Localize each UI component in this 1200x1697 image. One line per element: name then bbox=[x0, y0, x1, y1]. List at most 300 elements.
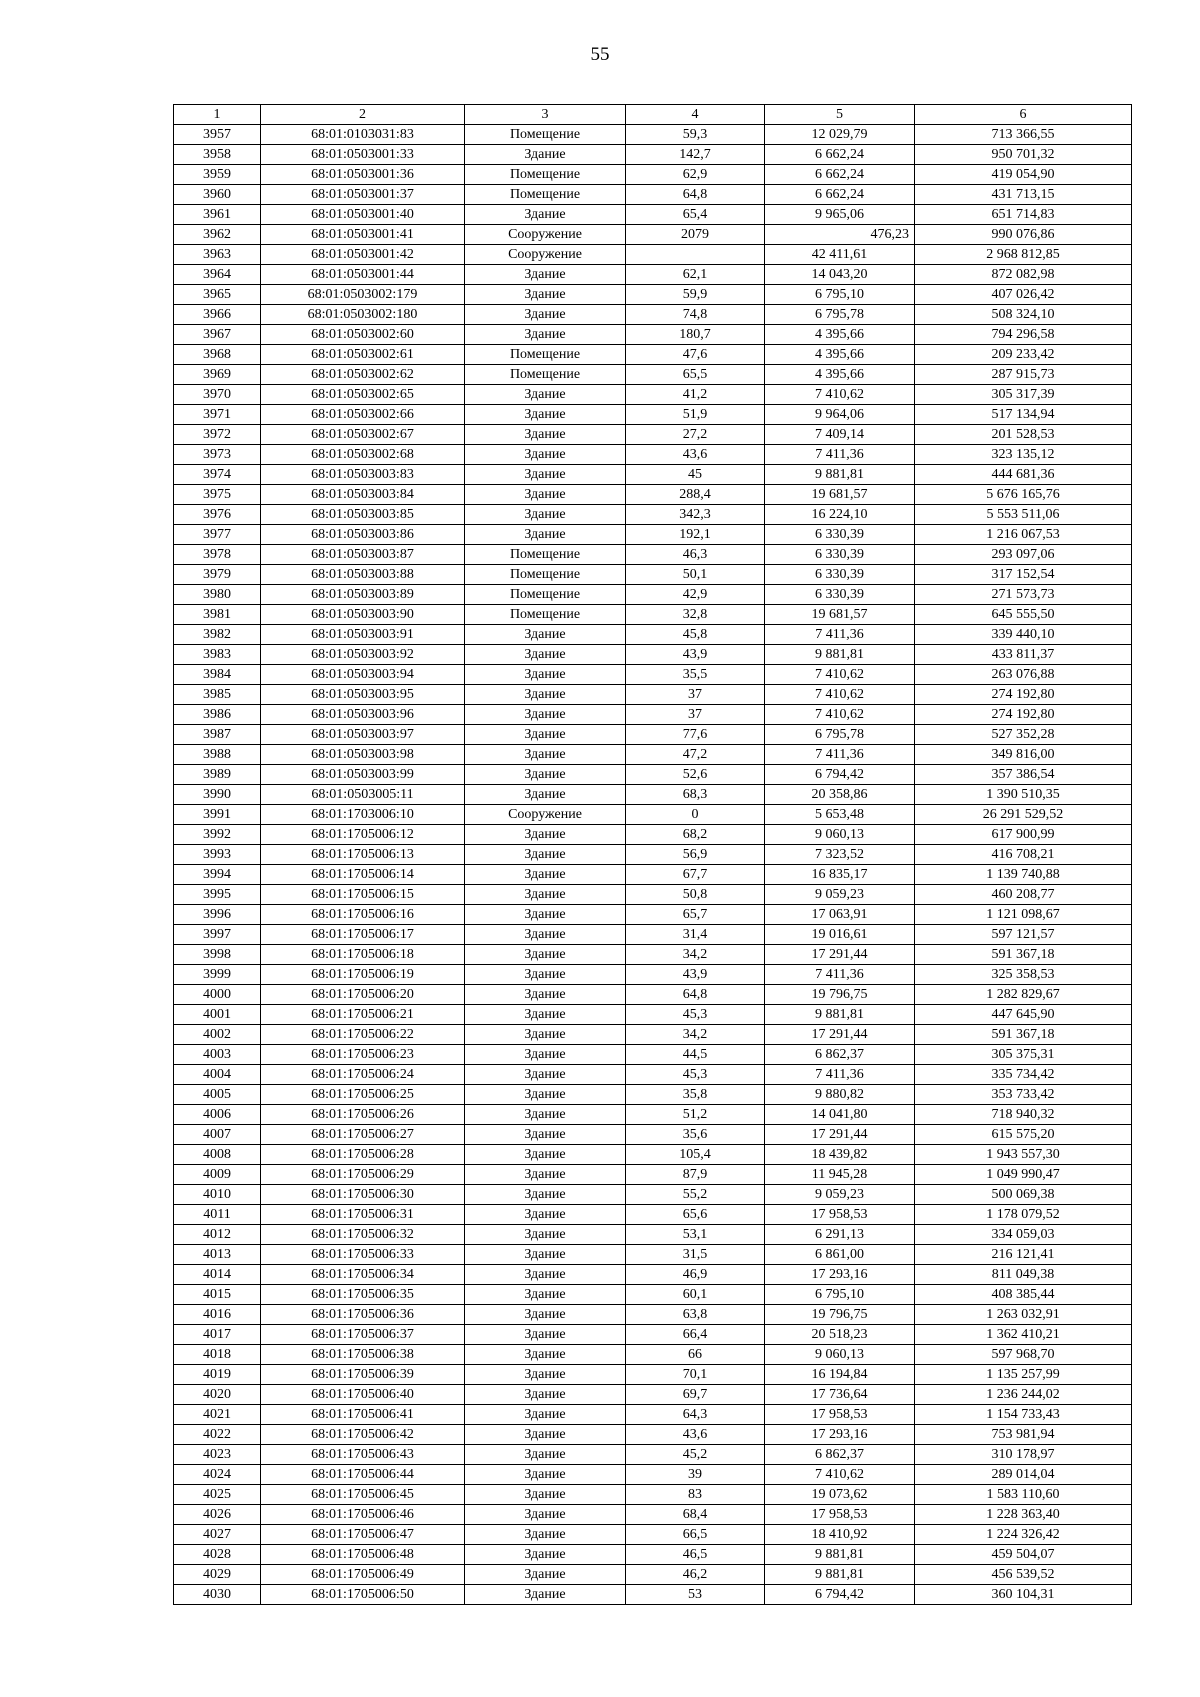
unit-value-cell: 17 291,44 bbox=[765, 1025, 915, 1045]
cadastral-number-cell: 68:01:1705006:18 bbox=[261, 945, 465, 965]
area-cell: 47,2 bbox=[626, 745, 765, 765]
row-number-cell: 3993 bbox=[174, 845, 261, 865]
table-row bbox=[174, 925, 1132, 945]
table-row bbox=[174, 1025, 1132, 1045]
row-number-cell: 4023 bbox=[174, 1445, 261, 1465]
table-row bbox=[174, 565, 1132, 585]
column-header-3: 3 bbox=[465, 105, 626, 125]
cadastral-value-cell: 5 676 165,76 bbox=[915, 485, 1132, 505]
object-type-cell: Помещение bbox=[465, 565, 626, 585]
area-cell: 68,4 bbox=[626, 1505, 765, 1525]
object-type-cell: Здание bbox=[465, 1065, 626, 1085]
cadastral-number-cell: 68:01:0503003:98 bbox=[261, 745, 465, 765]
row-number-cell: 4001 bbox=[174, 1005, 261, 1025]
cadastral-number-cell: 68:01:1705006:48 bbox=[261, 1545, 465, 1565]
cadastral-number-cell: 68:01:0503001:42 bbox=[261, 245, 465, 265]
area-cell: 39 bbox=[626, 1465, 765, 1485]
row-number-cell: 3980 bbox=[174, 585, 261, 605]
object-type-cell: Здание bbox=[465, 885, 626, 905]
cadastral-number-cell: 68:01:1705006:27 bbox=[261, 1125, 465, 1145]
object-type-cell: Здание bbox=[465, 765, 626, 785]
cadastral-number-cell: 68:01:0503002:61 bbox=[261, 345, 465, 365]
row-number-cell: 4017 bbox=[174, 1325, 261, 1345]
object-type-cell: Здание bbox=[465, 785, 626, 805]
row-number-cell: 3992 bbox=[174, 825, 261, 845]
unit-value-cell: 6 862,37 bbox=[765, 1045, 915, 1065]
row-number-cell: 4009 bbox=[174, 1165, 261, 1185]
unit-value-cell: 6 330,39 bbox=[765, 545, 915, 565]
area-cell: 60,1 bbox=[626, 1285, 765, 1305]
row-number-cell: 4014 bbox=[174, 1265, 261, 1285]
cadastral-value-cell: 1 943 557,30 bbox=[915, 1145, 1132, 1165]
object-type-cell: Помещение bbox=[465, 165, 626, 185]
cadastral-number-cell: 68:01:1705006:42 bbox=[261, 1425, 465, 1445]
row-number-cell: 3990 bbox=[174, 785, 261, 805]
cadastral-value-cell: 2 968 812,85 bbox=[915, 245, 1132, 265]
row-number-cell: 4020 bbox=[174, 1385, 261, 1405]
table-row bbox=[174, 145, 1132, 165]
unit-value-cell: 14 043,20 bbox=[765, 265, 915, 285]
area-cell: 50,1 bbox=[626, 565, 765, 585]
cadastral-value-cell: 811 049,38 bbox=[915, 1265, 1132, 1285]
table-row bbox=[174, 625, 1132, 645]
cadastral-number-cell: 68:01:0503003:99 bbox=[261, 765, 465, 785]
unit-value-cell: 17 291,44 bbox=[765, 1125, 915, 1145]
table-body bbox=[174, 125, 1132, 1605]
table-row bbox=[174, 1265, 1132, 1285]
cadastral-number-cell: 68:01:1705006:44 bbox=[261, 1465, 465, 1485]
row-number-cell: 3969 bbox=[174, 365, 261, 385]
cadastral-value-cell: 353 733,42 bbox=[915, 1085, 1132, 1105]
unit-value-cell: 16 194,84 bbox=[765, 1365, 915, 1385]
cadastral-number-cell: 68:01:1705006:38 bbox=[261, 1345, 465, 1365]
table-row bbox=[174, 705, 1132, 725]
area-cell: 41,2 bbox=[626, 385, 765, 405]
object-type-cell: Здание bbox=[465, 1165, 626, 1185]
area-cell: 31,5 bbox=[626, 1245, 765, 1265]
table-row bbox=[174, 265, 1132, 285]
row-number-cell: 4016 bbox=[174, 1305, 261, 1325]
object-type-cell: Здание bbox=[465, 1425, 626, 1445]
row-number-cell: 4022 bbox=[174, 1425, 261, 1445]
cadastral-number-cell: 68:01:1705006:14 bbox=[261, 865, 465, 885]
table-row bbox=[174, 845, 1132, 865]
cadastral-value-cell: 216 121,41 bbox=[915, 1245, 1132, 1265]
cadastral-value-cell: 591 367,18 bbox=[915, 1025, 1132, 1045]
area-cell: 0 bbox=[626, 805, 765, 825]
cadastral-value-cell: 990 076,86 bbox=[915, 225, 1132, 245]
area-cell: 31,4 bbox=[626, 925, 765, 945]
row-number-cell: 3970 bbox=[174, 385, 261, 405]
cadastral-value-cell: 1 049 990,47 bbox=[915, 1165, 1132, 1185]
cadastral-number-cell: 68:01:0503003:83 bbox=[261, 465, 465, 485]
table-row bbox=[174, 1345, 1132, 1365]
object-type-cell: Помещение bbox=[465, 605, 626, 625]
area-cell: 65,4 bbox=[626, 205, 765, 225]
object-type-cell: Здание bbox=[465, 1365, 626, 1385]
row-number-cell: 4011 bbox=[174, 1205, 261, 1225]
object-type-cell: Здание bbox=[465, 1585, 626, 1605]
table-row bbox=[174, 1525, 1132, 1545]
object-type-cell: Здание bbox=[465, 1305, 626, 1325]
row-number-cell: 3998 bbox=[174, 945, 261, 965]
cadastral-number-cell: 68:01:1705006:26 bbox=[261, 1105, 465, 1125]
registry-table bbox=[173, 104, 1132, 1605]
unit-value-cell: 7 411,36 bbox=[765, 445, 915, 465]
table-row bbox=[174, 1485, 1132, 1505]
row-number-cell: 3994 bbox=[174, 865, 261, 885]
unit-value-cell: 9 965,06 bbox=[765, 205, 915, 225]
table-row bbox=[174, 685, 1132, 705]
row-number-cell: 4010 bbox=[174, 1185, 261, 1205]
cadastral-value-cell: 1 282 829,67 bbox=[915, 985, 1132, 1005]
object-type-cell: Сооружение bbox=[465, 245, 626, 265]
row-number-cell: 3976 bbox=[174, 505, 261, 525]
cadastral-value-cell: 408 385,44 bbox=[915, 1285, 1132, 1305]
table-row bbox=[174, 165, 1132, 185]
object-type-cell: Здание bbox=[465, 1025, 626, 1045]
table-row bbox=[174, 965, 1132, 985]
object-type-cell: Здание bbox=[465, 725, 626, 745]
cadastral-number-cell: 68:01:1705006:45 bbox=[261, 1485, 465, 1505]
table-row bbox=[174, 1045, 1132, 1065]
table-row bbox=[174, 725, 1132, 745]
cadastral-value-cell: 1 154 733,43 bbox=[915, 1405, 1132, 1425]
object-type-cell: Здание bbox=[465, 1005, 626, 1025]
area-cell: 37 bbox=[626, 705, 765, 725]
table-row bbox=[174, 205, 1132, 225]
row-number-cell: 4002 bbox=[174, 1025, 261, 1045]
table-row bbox=[174, 1325, 1132, 1345]
cadastral-number-cell: 68:01:1705006:40 bbox=[261, 1385, 465, 1405]
cadastral-value-cell: 335 734,42 bbox=[915, 1065, 1132, 1085]
row-number-cell: 3995 bbox=[174, 885, 261, 905]
area-cell: 288,4 bbox=[626, 485, 765, 505]
object-type-cell: Здание bbox=[465, 665, 626, 685]
cadastral-value-cell: 617 900,99 bbox=[915, 825, 1132, 845]
cadastral-number-cell: 68:01:0503003:91 bbox=[261, 625, 465, 645]
cadastral-number-cell: 68:01:1705006:24 bbox=[261, 1065, 465, 1085]
column-header-1: 1 bbox=[174, 105, 261, 125]
table-row bbox=[174, 325, 1132, 345]
object-type-cell: Здание bbox=[465, 1285, 626, 1305]
row-number-cell: 4000 bbox=[174, 985, 261, 1005]
row-number-cell: 3972 bbox=[174, 425, 261, 445]
cadastral-value-cell: 456 539,52 bbox=[915, 1565, 1132, 1585]
table-row bbox=[174, 985, 1132, 1005]
unit-value-cell: 6 330,39 bbox=[765, 565, 915, 585]
cadastral-value-cell: 718 940,32 bbox=[915, 1105, 1132, 1125]
object-type-cell: Здание bbox=[465, 485, 626, 505]
area-cell: 62,1 bbox=[626, 265, 765, 285]
row-number-cell: 3979 bbox=[174, 565, 261, 585]
unit-value-cell: 476,23 bbox=[765, 225, 915, 245]
cadastral-value-cell: 794 296,58 bbox=[915, 325, 1132, 345]
cadastral-value-cell: 419 054,90 bbox=[915, 165, 1132, 185]
row-number-cell: 3958 bbox=[174, 145, 261, 165]
cadastral-value-cell: 287 915,73 bbox=[915, 365, 1132, 385]
row-number-cell: 3957 bbox=[174, 125, 261, 145]
object-type-cell: Здание bbox=[465, 145, 626, 165]
row-number-cell: 4024 bbox=[174, 1465, 261, 1485]
area-cell: 67,7 bbox=[626, 865, 765, 885]
cadastral-number-cell: 68:01:1705006:28 bbox=[261, 1145, 465, 1165]
table-row bbox=[174, 425, 1132, 445]
cadastral-value-cell: 1 139 740,88 bbox=[915, 865, 1132, 885]
cadastral-number-cell: 68:01:0503002:60 bbox=[261, 325, 465, 345]
unit-value-cell: 7 410,62 bbox=[765, 385, 915, 405]
object-type-cell: Здание bbox=[465, 985, 626, 1005]
cadastral-number-cell: 68:01:1705006:22 bbox=[261, 1025, 465, 1045]
table-row bbox=[174, 885, 1132, 905]
area-cell: 64,8 bbox=[626, 185, 765, 205]
table-row bbox=[174, 1285, 1132, 1305]
cadastral-number-cell: 68:01:0503002:180 bbox=[261, 305, 465, 325]
table-row bbox=[174, 525, 1132, 545]
table-row bbox=[174, 1145, 1132, 1165]
cadastral-value-cell: 407 026,42 bbox=[915, 285, 1132, 305]
cadastral-number-cell: 68:01:0503001:37 bbox=[261, 185, 465, 205]
cadastral-value-cell: 591 367,18 bbox=[915, 945, 1132, 965]
cadastral-number-cell: 68:01:1705006:43 bbox=[261, 1445, 465, 1465]
row-number-cell: 3963 bbox=[174, 245, 261, 265]
table-row bbox=[174, 285, 1132, 305]
unit-value-cell: 19 796,75 bbox=[765, 985, 915, 1005]
area-cell: 44,5 bbox=[626, 1045, 765, 1065]
object-type-cell: Здание bbox=[465, 945, 626, 965]
unit-value-cell: 6 662,24 bbox=[765, 145, 915, 165]
unit-value-cell: 14 041,80 bbox=[765, 1105, 915, 1125]
cadastral-value-cell: 339 440,10 bbox=[915, 625, 1132, 645]
cadastral-number-cell: 68:01:1705006:25 bbox=[261, 1085, 465, 1105]
cadastral-number-cell: 68:01:1705006:46 bbox=[261, 1505, 465, 1525]
table-row bbox=[174, 645, 1132, 665]
table-row bbox=[174, 665, 1132, 685]
unit-value-cell: 4 395,66 bbox=[765, 345, 915, 365]
unit-value-cell: 16 835,17 bbox=[765, 865, 915, 885]
table-row bbox=[174, 865, 1132, 885]
object-type-cell: Здание bbox=[465, 505, 626, 525]
object-type-cell: Здание bbox=[465, 845, 626, 865]
area-cell: 35,5 bbox=[626, 665, 765, 685]
unit-value-cell: 17 063,91 bbox=[765, 905, 915, 925]
unit-value-cell: 7 411,36 bbox=[765, 1065, 915, 1085]
column-header-6: 6 bbox=[915, 105, 1132, 125]
unit-value-cell: 9 880,82 bbox=[765, 1085, 915, 1105]
unit-value-cell: 12 029,79 bbox=[765, 125, 915, 145]
cadastral-number-cell: 68:01:0503001:40 bbox=[261, 205, 465, 225]
row-number-cell: 3959 bbox=[174, 165, 261, 185]
area-cell: 43,9 bbox=[626, 645, 765, 665]
cadastral-value-cell: 293 097,06 bbox=[915, 545, 1132, 565]
cadastral-number-cell: 68:01:0103031:83 bbox=[261, 125, 465, 145]
area-cell: 46,2 bbox=[626, 1565, 765, 1585]
cadastral-value-cell: 500 069,38 bbox=[915, 1185, 1132, 1205]
table-row bbox=[174, 785, 1132, 805]
page-number: 55 bbox=[590, 44, 610, 65]
unit-value-cell: 6 330,39 bbox=[765, 585, 915, 605]
object-type-cell: Здание bbox=[465, 465, 626, 485]
cadastral-value-cell: 753 981,94 bbox=[915, 1425, 1132, 1445]
area-cell: 45,2 bbox=[626, 1445, 765, 1465]
cadastral-value-cell: 360 104,31 bbox=[915, 1585, 1132, 1605]
cadastral-value-cell: 1 236 244,02 bbox=[915, 1385, 1132, 1405]
object-type-cell: Помещение bbox=[465, 585, 626, 605]
row-number-cell: 3974 bbox=[174, 465, 261, 485]
table-row bbox=[174, 225, 1132, 245]
table-row bbox=[174, 185, 1132, 205]
cadastral-number-cell: 68:01:1705006:41 bbox=[261, 1405, 465, 1425]
cadastral-number-cell: 68:01:1705006:34 bbox=[261, 1265, 465, 1285]
table-row bbox=[174, 1585, 1132, 1605]
cadastral-value-cell: 1 216 067,53 bbox=[915, 525, 1132, 545]
cadastral-number-cell: 68:01:1705006:49 bbox=[261, 1565, 465, 1585]
object-type-cell: Здание bbox=[465, 1545, 626, 1565]
unit-value-cell: 9 059,23 bbox=[765, 885, 915, 905]
unit-value-cell: 11 945,28 bbox=[765, 1165, 915, 1185]
cadastral-value-cell: 209 233,42 bbox=[915, 345, 1132, 365]
object-type-cell: Здание bbox=[465, 1045, 626, 1065]
cadastral-number-cell: 68:01:0503003:89 bbox=[261, 585, 465, 605]
unit-value-cell: 9 964,06 bbox=[765, 405, 915, 425]
object-type-cell: Здание bbox=[465, 705, 626, 725]
area-cell: 342,3 bbox=[626, 505, 765, 525]
table-row bbox=[174, 465, 1132, 485]
table-row bbox=[174, 1445, 1132, 1465]
cadastral-value-cell: 1 583 110,60 bbox=[915, 1485, 1132, 1505]
row-number-cell: 3982 bbox=[174, 625, 261, 645]
area-cell: 87,9 bbox=[626, 1165, 765, 1185]
cadastral-number-cell: 68:01:0503002:68 bbox=[261, 445, 465, 465]
row-number-cell: 4015 bbox=[174, 1285, 261, 1305]
table-row bbox=[174, 805, 1132, 825]
area-cell: 56,9 bbox=[626, 845, 765, 865]
area-cell: 47,6 bbox=[626, 345, 765, 365]
unit-value-cell: 17 293,16 bbox=[765, 1425, 915, 1445]
cadastral-value-cell: 517 134,94 bbox=[915, 405, 1132, 425]
object-type-cell: Здание bbox=[465, 645, 626, 665]
cadastral-value-cell: 5 553 511,06 bbox=[915, 505, 1132, 525]
object-type-cell: Здание bbox=[465, 1465, 626, 1485]
cadastral-value-cell: 289 014,04 bbox=[915, 1465, 1132, 1485]
unit-value-cell: 42 411,61 bbox=[765, 245, 915, 265]
area-cell: 64,8 bbox=[626, 985, 765, 1005]
row-number-cell: 4018 bbox=[174, 1345, 261, 1365]
unit-value-cell: 7 409,14 bbox=[765, 425, 915, 445]
cadastral-value-cell: 431 713,15 bbox=[915, 185, 1132, 205]
row-number-cell: 3996 bbox=[174, 905, 261, 925]
cadastral-number-cell: 68:01:1705006:23 bbox=[261, 1045, 465, 1065]
row-number-cell: 3985 bbox=[174, 685, 261, 705]
unit-value-cell: 19 681,57 bbox=[765, 485, 915, 505]
object-type-cell: Здание bbox=[465, 1325, 626, 1345]
unit-value-cell: 17 958,53 bbox=[765, 1405, 915, 1425]
row-number-cell: 4008 bbox=[174, 1145, 261, 1165]
table-row bbox=[174, 1385, 1132, 1405]
object-type-cell: Здание bbox=[465, 825, 626, 845]
row-number-cell: 3983 bbox=[174, 645, 261, 665]
cadastral-value-cell: 1 224 326,42 bbox=[915, 1525, 1132, 1545]
row-number-cell: 4027 bbox=[174, 1525, 261, 1545]
row-number-cell: 3986 bbox=[174, 705, 261, 725]
unit-value-cell: 9 881,81 bbox=[765, 1005, 915, 1025]
cadastral-number-cell: 68:01:0503002:66 bbox=[261, 405, 465, 425]
object-type-cell: Помещение bbox=[465, 545, 626, 565]
cadastral-number-cell: 68:01:1705006:16 bbox=[261, 905, 465, 925]
area-cell: 37 bbox=[626, 685, 765, 705]
area-cell bbox=[626, 245, 765, 265]
table-row bbox=[174, 1305, 1132, 1325]
table-row bbox=[174, 1405, 1132, 1425]
area-cell: 142,7 bbox=[626, 145, 765, 165]
table-row bbox=[174, 1425, 1132, 1445]
object-type-cell: Здание bbox=[465, 925, 626, 945]
cadastral-value-cell: 357 386,54 bbox=[915, 765, 1132, 785]
object-type-cell: Здание bbox=[465, 1385, 626, 1405]
unit-value-cell: 4 395,66 bbox=[765, 365, 915, 385]
area-cell: 64,3 bbox=[626, 1405, 765, 1425]
cadastral-number-cell: 68:01:0503003:97 bbox=[261, 725, 465, 745]
area-cell: 83 bbox=[626, 1485, 765, 1505]
object-type-cell: Здание bbox=[465, 325, 626, 345]
area-cell: 35,8 bbox=[626, 1085, 765, 1105]
row-number-cell: 3989 bbox=[174, 765, 261, 785]
row-number-cell: 3975 bbox=[174, 485, 261, 505]
unit-value-cell: 6 795,78 bbox=[765, 725, 915, 745]
cadastral-number-cell: 68:01:1705006:36 bbox=[261, 1305, 465, 1325]
table-row bbox=[174, 1125, 1132, 1145]
cadastral-value-cell: 1 178 079,52 bbox=[915, 1205, 1132, 1225]
unit-value-cell: 7 410,62 bbox=[765, 665, 915, 685]
unit-value-cell: 6 291,13 bbox=[765, 1225, 915, 1245]
area-cell: 35,6 bbox=[626, 1125, 765, 1145]
object-type-cell: Здание bbox=[465, 1265, 626, 1285]
area-cell: 46,3 bbox=[626, 545, 765, 565]
table-row bbox=[174, 605, 1132, 625]
area-cell: 192,1 bbox=[626, 525, 765, 545]
table-row bbox=[174, 1185, 1132, 1205]
cadastral-value-cell: 26 291 529,52 bbox=[915, 805, 1132, 825]
cadastral-number-cell: 68:01:0503002:65 bbox=[261, 385, 465, 405]
cadastral-value-cell: 645 555,50 bbox=[915, 605, 1132, 625]
cadastral-value-cell: 334 059,03 bbox=[915, 1225, 1132, 1245]
row-number-cell: 3999 bbox=[174, 965, 261, 985]
table-header-row bbox=[174, 105, 1132, 125]
object-type-cell: Здание bbox=[465, 1245, 626, 1265]
cadastral-number-cell: 68:01:0503001:44 bbox=[261, 265, 465, 285]
area-cell: 43,9 bbox=[626, 965, 765, 985]
area-cell: 34,2 bbox=[626, 1025, 765, 1045]
cadastral-value-cell: 508 324,10 bbox=[915, 305, 1132, 325]
unit-value-cell: 9 881,81 bbox=[765, 1545, 915, 1565]
table-row bbox=[174, 825, 1132, 845]
cadastral-number-cell: 68:01:0503002:179 bbox=[261, 285, 465, 305]
table-row bbox=[174, 505, 1132, 525]
row-number-cell: 3984 bbox=[174, 665, 261, 685]
row-number-cell: 4025 bbox=[174, 1485, 261, 1505]
unit-value-cell: 7 411,36 bbox=[765, 625, 915, 645]
cadastral-number-cell: 68:01:1705006:20 bbox=[261, 985, 465, 1005]
cadastral-value-cell: 305 317,39 bbox=[915, 385, 1132, 405]
object-type-cell: Здание bbox=[465, 965, 626, 985]
object-type-cell: Помещение bbox=[465, 365, 626, 385]
unit-value-cell: 4 395,66 bbox=[765, 325, 915, 345]
table-row bbox=[174, 1465, 1132, 1485]
object-type-cell: Помещение bbox=[465, 345, 626, 365]
cadastral-value-cell: 274 192,80 bbox=[915, 685, 1132, 705]
area-cell: 68,3 bbox=[626, 785, 765, 805]
object-type-cell: Здание bbox=[465, 1525, 626, 1545]
